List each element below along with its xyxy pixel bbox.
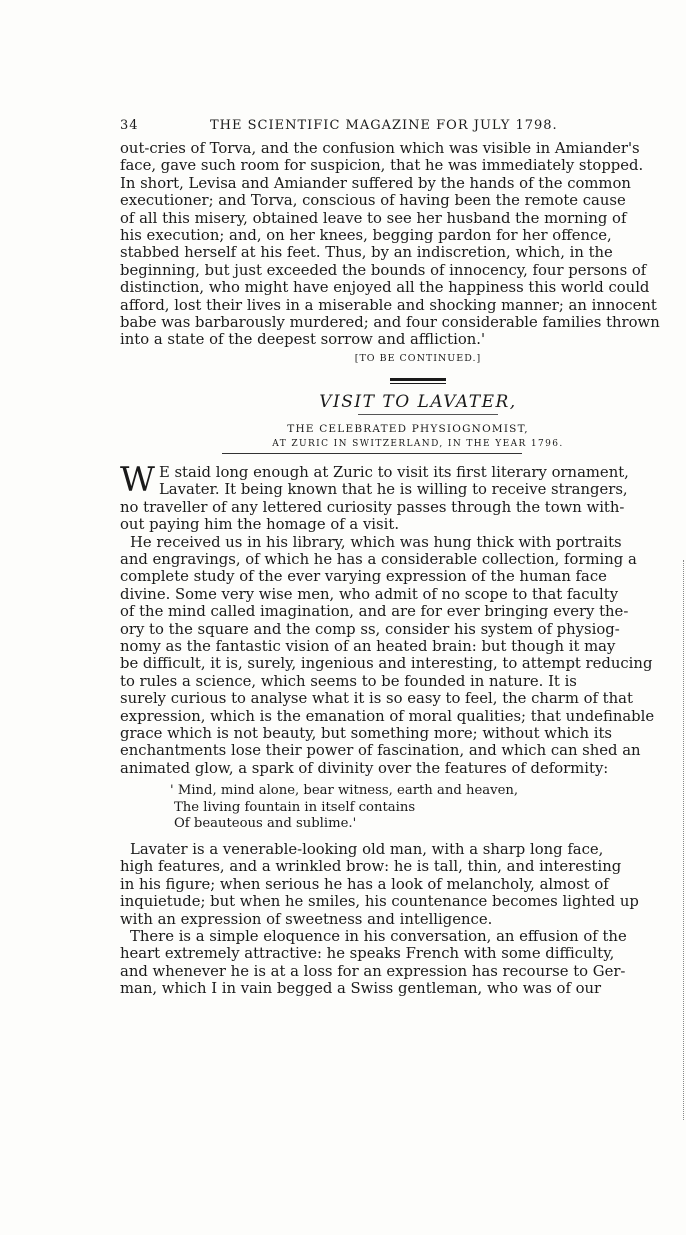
text-line: Lavater is a venerable-looking old man, with a sharp long face, [130,840,604,858]
text-line: of the mind called imagination, and are for ever bringing every the- [120,603,629,621]
text-line: man, which I in vain begged a Swiss gentleman, who was of our [120,980,602,998]
text-line: ory to the square and the comp ss, consider his system of physiog- [120,620,620,638]
text-line: grace which is not beauty, but something more; without which its [120,724,613,742]
verse-line: ' Mind, mind alone, bear witness, earth and heaven, [170,783,519,799]
text-line: heart extremely attractive: he speaks French with some difficulty, [120,945,615,963]
page-edge-binding [675,560,684,1120]
text-line: executioner; and Torva, conscious of having been the remote cause [120,192,626,210]
text-line: in his figure; when serious he has a look of melancholy, almost of [120,875,609,893]
text-line: of all this misery, obtained leave to see her husband the morning of [120,209,627,227]
text-line: be difficult, it is, surely, ingenious and interesting, to attempt reducing [120,655,653,673]
text-line: complete study of the ever varying expression of the human face [120,568,607,586]
text-line: E staid long enough at Zuric to visit its first literary ornament, [158,463,629,481]
article-paragraph-2 [120,534,676,778]
text-line: Lavater. It being known that he is willing to receive strangers, [158,481,628,499]
article-paragraph-1 [120,459,676,534]
divider-thin-rule [390,383,446,384]
text-line: inquietude; but when he smiles, his countenance becomes lighted up [120,893,639,911]
text-line: distinction, who might have enjoyed all the happiness this world could [120,279,650,297]
text-line: out-cries of Torva, and the confusion which was visible in Amiander's [120,140,640,157]
divider-thick-rule [390,378,446,381]
text-line: surely curious to analyse what it is so easy to feel, the charm of that [120,690,633,708]
text-line: with an expression of sweetness and intelligence. [120,910,493,928]
text-line: nomy as the fantastic vision of an heated brain: but though it may [120,637,616,655]
text-line: expression, which is the emanation of moral qualities; that undefinable [120,707,655,725]
magazine-page [120,118,676,998]
text-line: out paying him the homage of a visit. [120,516,400,534]
text-line: beginning, but just exceeded the bounds of innocency, four persons of [120,261,647,279]
verse-quotation [170,783,676,833]
text-line: There is a simple eloquence in his conversation, an effusion of the [130,928,627,945]
text-line: and engravings, of which he has a considerable collection, forming a [120,550,637,568]
text-line: babe was barbarously murdered; and four considerable families thrown [120,314,660,332]
text-line: and whenever he is at a loss for an expression has recourse to Ger- [120,962,626,980]
article-paragraph-3 [120,841,676,928]
text-line: In short, Levisa and Amiander suffered by the hands of the common [120,174,631,192]
article-subtitle: THE CELEBRATED PHYSIOGNOMIST, [287,422,529,435]
continued-paragraph [120,140,676,349]
place-date-underline [222,453,522,454]
verse-line: Of beauteous and sublime.' [174,816,357,832]
running-head [120,118,676,140]
article-place-date: AT ZURIC IN SWITZERLAND, IN THE YEAR 1796. [272,438,564,449]
article-paragraph-4 [120,928,676,998]
text-line: to rules a science, which seems to be founded in nature. It is [120,672,577,690]
text-line: He received us in his library, which was hung thick with portraits [130,533,622,551]
text-line: his execution; and, on her knees, begging pardon for her offence, [120,227,612,245]
text-line: animated glow, a spark of divinity over the features of deformity: [120,759,609,777]
to-be-continued-note: [TO BE CONTINUED.] [354,352,482,364]
section-divider [160,378,676,384]
text-line: divine. Some very wise men, who admit of no scope to that faculty [120,585,619,603]
text-line: face, gave such room for suspicion, that he was immediately stopped. [120,157,644,175]
verse-line: The living fountain in itself contains [174,799,416,815]
text-line: high features, and a wrinkled brow: he is tall, thin, and interesting [120,858,622,876]
page-number: 34 [120,118,139,133]
title-underline [358,414,498,415]
text-line: stabbed herself at his feet. Thus, by an indiscretion, which, in the [120,244,613,262]
text-line: no traveller of any lettered curiosity passes through the town with- [120,498,625,516]
text-line: into a state of the deepest sorrow and affliction.' [120,331,486,349]
text-line: afford, lost their lives in a miserable and shocking manner; an innocent [120,296,657,314]
article-title: VISIT TO LAVATER, [319,391,517,412]
text-line: enchantments lose their power of fascination, and which can shed an [120,742,641,760]
drop-cap: W [120,459,155,500]
running-title: THE SCIENTIFIC MAGAZINE FOR JULY 1798. [210,118,558,133]
